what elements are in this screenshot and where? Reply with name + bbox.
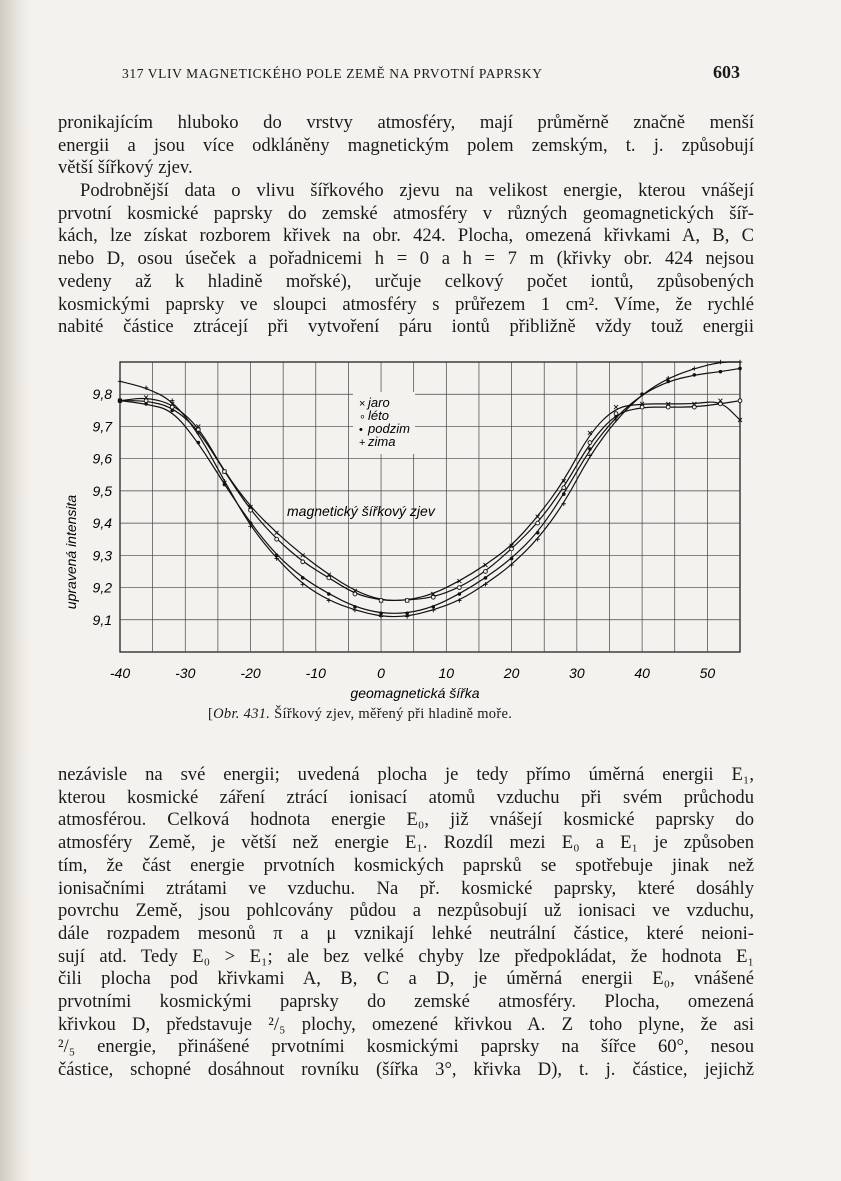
y-tick-label: 9,6 xyxy=(92,450,112,467)
caption-text: Šířkový zjev, měřený při hladině moře. xyxy=(274,706,513,722)
data-point xyxy=(405,599,409,603)
text-line: pronikajícím hluboko do vrstvy atmosféry, mají průměrně značně menší xyxy=(58,112,754,133)
y-tick-label: 9,5 xyxy=(92,482,112,499)
data-point xyxy=(458,592,462,596)
paragraph-2 xyxy=(58,180,754,339)
data-point xyxy=(353,592,357,596)
data-point xyxy=(510,547,514,551)
text-line: prvotními kosmickými paprsky do zemské atmosféry. Plocha, omezená xyxy=(58,991,754,1013)
x-tick-label: 40 xyxy=(634,665,650,681)
data-point xyxy=(640,405,644,409)
text-line: energii a jsou více odkláněny magnetickým polem zemským, t. j. způsobují xyxy=(58,134,754,156)
legend-marker: • xyxy=(359,424,363,436)
data-point xyxy=(144,402,148,406)
chart-legend xyxy=(353,392,415,454)
x-tick-label: 50 xyxy=(699,665,716,681)
y-tick-label: 9,3 xyxy=(92,547,112,564)
data-point xyxy=(170,405,174,409)
data-point xyxy=(118,399,122,403)
data-point xyxy=(693,373,697,377)
data-point xyxy=(588,441,592,445)
text-line: křivkou D, představuje ²/₅ plochy, omezené křivkou A. Z toho plyne, že asi xyxy=(58,1013,754,1035)
text-line: částice, schopné dosáhnout rovníku (šířka 3°, křivka D), t. j. částice, jejichž xyxy=(58,1059,754,1081)
data-point xyxy=(535,537,539,541)
figure-latitude-effect xyxy=(63,352,760,712)
text-line: atmosférou. Celková hodnota energie E₀, již vnášejí kosmické paprsky do xyxy=(58,809,754,831)
data-point xyxy=(718,360,722,364)
y-tick-label: 9,4 xyxy=(92,515,112,532)
series-line xyxy=(120,362,740,617)
data-point xyxy=(249,508,253,512)
data-point xyxy=(301,576,305,580)
data-point xyxy=(692,366,696,370)
data-point xyxy=(510,557,514,561)
x-axis-label: geomagnetická šířka xyxy=(350,685,480,701)
data-point xyxy=(484,570,488,574)
data-point xyxy=(327,592,331,596)
data-point xyxy=(353,608,357,612)
caption-label: Obr. 431. xyxy=(213,706,271,722)
y-tick-label: 9,7 xyxy=(92,418,112,435)
text-line: čili plocha pod křivkami A, B, C a D, je úměrná energii E₀, vnášené xyxy=(58,968,754,990)
data-point xyxy=(614,405,618,409)
text-line: nezávisle na své energii; uvedená plocha je tedy přímo úměrná energii E₁, xyxy=(58,764,754,785)
text-line: vedeny až k hladině mořské), určuje celkový počet iontů, způsobených xyxy=(58,270,754,292)
x-tick-label: 30 xyxy=(569,665,585,681)
x-tick-label: 0 xyxy=(377,665,385,681)
data-point xyxy=(719,370,723,374)
legend-entry: zima xyxy=(368,434,396,449)
text-line: kterou kosmické záření ztrácí ionisací atomů vzduchu při svém průchodu xyxy=(58,786,754,808)
series-line xyxy=(120,401,740,601)
legend-entry: podzim xyxy=(368,421,410,436)
data-point xyxy=(431,595,435,599)
series-lines xyxy=(118,360,742,619)
text-line: ionisačními ztrátami ve vzduchu. Na př. kosmické paprsky, které dosáhly xyxy=(58,877,754,899)
page-binding-edge xyxy=(0,0,30,1181)
data-point xyxy=(118,379,122,383)
series-zima xyxy=(118,360,742,619)
data-point xyxy=(275,537,279,541)
text-line: Podrobnější data o vlivu šířkového zjevu na velikost energie, kterou vnášejí xyxy=(80,180,754,201)
text-line: kosmickými paprsky ve sloupci atmosféry s průřezem 1 cm². Víme, že rychlé xyxy=(58,293,754,315)
text-line: nebo D, osou úseček a pořadnicemi h = 0 a h = 7 m (křivky obr. 424 nejsou xyxy=(58,248,754,270)
data-point xyxy=(144,399,148,403)
data-point xyxy=(692,405,696,409)
text-line: ²/₅ energie, přinášené prvotními kosmickými paprsky na šířce 60°, nesou xyxy=(58,1036,754,1058)
y-tick-label: 9,8 xyxy=(92,386,112,403)
series-léto xyxy=(118,399,742,603)
inner-label: magnetický šířkový zjev xyxy=(287,503,435,519)
data-point xyxy=(666,405,670,409)
data-point xyxy=(562,492,566,496)
text-line: povrchu Země, jsou pohlcovány půdou a nezpůsobují už ionisaci ve vzduchu, xyxy=(58,900,754,922)
legend-entry: léto xyxy=(368,408,389,423)
data-point xyxy=(327,576,331,580)
data-point xyxy=(223,470,227,474)
x-tick-label: -10 xyxy=(305,665,326,681)
y-tick-label: 9,1 xyxy=(92,611,112,628)
figure-caption: [Obr. 431. Šířkový zjev, měřený při hladině moře. xyxy=(208,706,513,722)
text-line: atmosféry Země, je větší než energie E₁. Rozdíl mezi E₀ a E₁ je způsoben xyxy=(58,832,754,854)
running-header xyxy=(122,62,740,83)
data-point xyxy=(536,531,540,535)
legend-entry: jaro xyxy=(368,395,390,410)
text-line: prvotní kosmické paprsky do zemské atmosféry v různých geomagnetických šíř- xyxy=(58,202,754,224)
data-point xyxy=(536,521,540,525)
text-line: kách, lze získat rozborem křivek na obr. 424. Plocha, omezená křivkami A, B, C xyxy=(58,225,754,247)
data-point xyxy=(614,418,618,422)
data-point xyxy=(562,486,566,490)
legend-marker: × xyxy=(359,398,366,410)
legend-marker: + xyxy=(359,437,366,449)
data-point xyxy=(614,412,618,416)
y-tick-label: 9,2 xyxy=(92,579,112,596)
paragraph-3 xyxy=(58,764,754,1082)
x-tick-label: -40 xyxy=(109,665,131,681)
page-number: 603 xyxy=(713,62,740,82)
data-point xyxy=(588,447,592,451)
text-line: tím, že část energie prvotních kosmických paprsků se spotřebuje jinak než xyxy=(58,854,754,876)
data-point xyxy=(738,399,742,403)
data-point xyxy=(275,531,279,535)
text-line: dále rozpadem mesonů π a μ vznikají lehké neutrální částice, které neioni- xyxy=(58,922,754,944)
running-title: 317 VLIV MAGNETICKÉHO POLE ZEMĚ NA PRVOTNÍ PAPRSKY xyxy=(122,66,543,81)
text-line: sují atd. Tedy E₀ > E₁; ale bez velké chyby lze předpokládat, že hodnota E₁ xyxy=(58,945,754,967)
series-line xyxy=(120,399,740,601)
paragraph-1 xyxy=(58,112,754,180)
y-tick-labels xyxy=(93,386,114,628)
data-point xyxy=(738,367,742,371)
text-line: nabité částice ztrácejí při vytvoření páru iontů přibližně vždy touž energii xyxy=(58,316,754,338)
x-tick-label: 10 xyxy=(438,665,455,681)
x-tick-labels xyxy=(110,665,715,681)
data-point xyxy=(379,599,383,603)
data-point xyxy=(170,409,174,413)
data-point xyxy=(719,402,723,406)
y-axis-label: upravená intensita xyxy=(63,494,79,610)
data-point xyxy=(457,586,461,590)
x-tick-label: 20 xyxy=(503,665,520,681)
x-tick-label: -30 xyxy=(175,665,196,681)
data-point xyxy=(301,582,305,586)
legend-marker: ∘ xyxy=(359,411,366,423)
x-tick-label: -20 xyxy=(240,665,261,681)
data-point xyxy=(301,560,305,564)
data-point xyxy=(738,360,742,364)
data-point xyxy=(431,608,435,612)
latitude-effect-chart xyxy=(63,352,760,712)
text-line: větší šířkový zjev. xyxy=(58,157,193,179)
data-point xyxy=(197,441,201,445)
data-point xyxy=(484,576,488,580)
